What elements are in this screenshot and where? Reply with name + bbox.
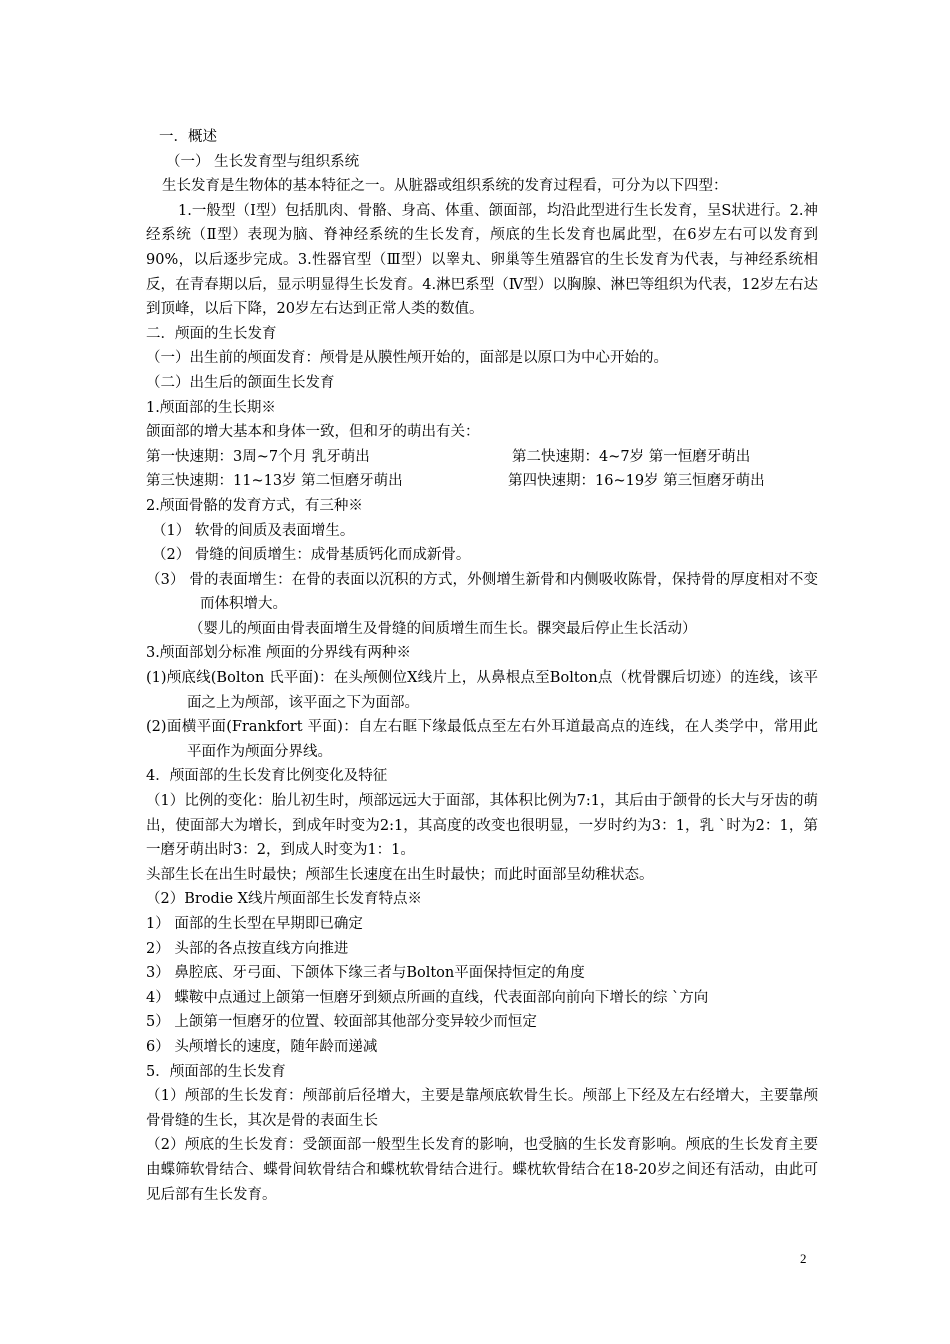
growth-period-intro: 颌面部的增大基本和身体一致，但和牙的萌出有关： — [146, 424, 480, 441]
third-rapid-period: 第三快速期：11~13岁 第二恒磨牙萌出 — [146, 473, 403, 490]
craniofacial-item: （2）颅底的生长发育：受颌面部一般型生长发育的影响，也受脑的生长发育影响。颅底的生长发育主要由蝶筛软骨结合、蝶骨间软骨结合和蝶枕软骨结合进行。蝶枕软骨结合在18-20岁之间还有活动，由此可见后部有生长发育。 — [146, 1137, 818, 1203]
section-heading-overview: 一．概述 — [159, 129, 217, 145]
growth-period-row — [146, 469, 818, 494]
brodie-point: 4） 蝶鞍中点通过上颌第一恒磨牙到颏点所画的直线，代表面部向前向下增长的综 `方向 — [146, 989, 709, 1006]
postnatal-heading: （二）出生后的颌面生长发育 — [146, 374, 335, 391]
page-number: 2 — [800, 1251, 807, 1266]
brodie-point: 6） 头颅增长的速度，随年龄而递减 — [146, 1038, 378, 1055]
prenatal-development: （一）出生前的颅面发育：颅骨是从膜性颅开始的，面部是以原口为中心开始的。 — [146, 350, 668, 367]
division-item: (1)颅底线(Bolton 氏平面)：在头颅侧位X线片上，从鼻根点至Bolton点（枕骨髁后切迹）的连线，该平面之上为颅部，该平面之下为面部。 — [146, 670, 818, 711]
bone-development-note: （婴儿的颅面由骨表面增生及骨缝的间质增生而生长。髁突最后停止生长活动） — [189, 620, 697, 637]
proportion-heading: 4．颅面部的生长发育比例变化及特征 — [146, 768, 388, 785]
bone-development-heading: 2.颅面骨骼的发育方式，有三种※ — [146, 497, 363, 514]
craniofacial-heading: 5．颅面部的生长发育 — [146, 1063, 286, 1080]
brodie-heading: （2）Brodie X线片颅面部生长发育特点※ — [146, 891, 422, 908]
growth-period-heading: 1.颅面部的生长期※ — [146, 399, 276, 416]
proportion-item: （1）比例的变化：胎儿初生时，颅部远远大于面部，其体积比例为7:1，其后由于颌骨的长大与牙齿的萌出，使面部大为增长，到成年时变为2:1，其高度的改变也很明显，一岁时约为3：1，乳 `时为2：1，第一磨牙萌出时3：2，到成人时变为1：1。 — [146, 793, 818, 859]
section-heading-craniofacial-growth: 二．颅面的生长发育 — [146, 325, 277, 342]
bone-development-item: （3） 骨的表面增生：在骨的表面以沉积的方式，外侧增生新骨和内侧吸收陈骨，保持骨的厚度相对不变而体积增大。 — [146, 571, 818, 613]
growth-period-row — [146, 445, 818, 470]
brodie-point: 2） 头部的各点按直线方向推进 — [146, 940, 349, 957]
bone-development-item: （2） 骨缝的间质增生：成骨基质钙化而成新骨。 — [152, 547, 471, 564]
subsection-heading-growth-types: （一） 生长发育型与组织系统 — [166, 153, 360, 170]
craniofacial-item: （1）颅部的生长发育：颅部前后径增大，主要是靠颅底软骨生长。颅部上下经及左右经增大，主要靠颅骨骨缝的生长，其次是骨的表面生长 — [146, 1088, 818, 1129]
growth-types-paragraph: 1.一般型（Ⅰ型）包括肌肉、骨骼、身高、体重、颌面部，均沿此型进行生长发育，呈S状进行。2.神经系统（Ⅱ型）表现为脑、脊神经系统的生长发育，颅底的生长发育也属此型，在6岁左右可以发育到90%，以后逐步完成。3.性器官型（Ⅲ型）以睾丸、卵巢等生殖器官的生长发育为代表，与神经系统相反，在青春期以后，显示明显得生长发育。4.淋巴系型（Ⅳ型）以胸腺、淋巴等组织为代表，12岁左右达到顶峰，以后下降，20岁左右达到正常人类的数值。 — [146, 202, 818, 318]
fourth-rapid-period: 第四快速期：16~19岁 第三恒磨牙萌出 — [508, 473, 765, 490]
first-rapid-period: 第一快速期：3周~7个月 乳牙萌出 — [146, 448, 370, 465]
bone-development-item: （1） 软骨的间质及表面增生。 — [152, 522, 355, 539]
brodie-point: 5） 上颌第一恒磨牙的位置、较面部其他部分变异较少而恒定 — [146, 1014, 537, 1031]
second-rapid-period: 第二快速期：4~7岁 第一恒磨牙萌出 — [512, 448, 751, 465]
growth-types-intro: 生长发育是生物体的基本特征之一。从脏器或组织系统的发育过程看，可分为以下四型： — [162, 178, 728, 195]
brodie-point: 3） 鼻腔底、牙弓面、下颌体下缘三者与Bolton平面保持恒定的角度 — [146, 965, 585, 982]
division-heading: 3.颅面部划分标准 颅面的分界线有两种※ — [146, 645, 411, 662]
brodie-point: 1） 面部的生长型在早期即已确定 — [146, 916, 363, 932]
document-body — [146, 125, 818, 1207]
proportion-summary: 头部生长在出生时最快；颅部生长速度在出生时最快；而此时面部呈幼稚状态。 — [146, 866, 654, 883]
division-item: (2)面横平面(Frankfort 平面)：自左右眶下缘最低点至左右外耳道最高点的连线，在人类学中，常用此平面作为颅面分界线。 — [146, 719, 818, 760]
